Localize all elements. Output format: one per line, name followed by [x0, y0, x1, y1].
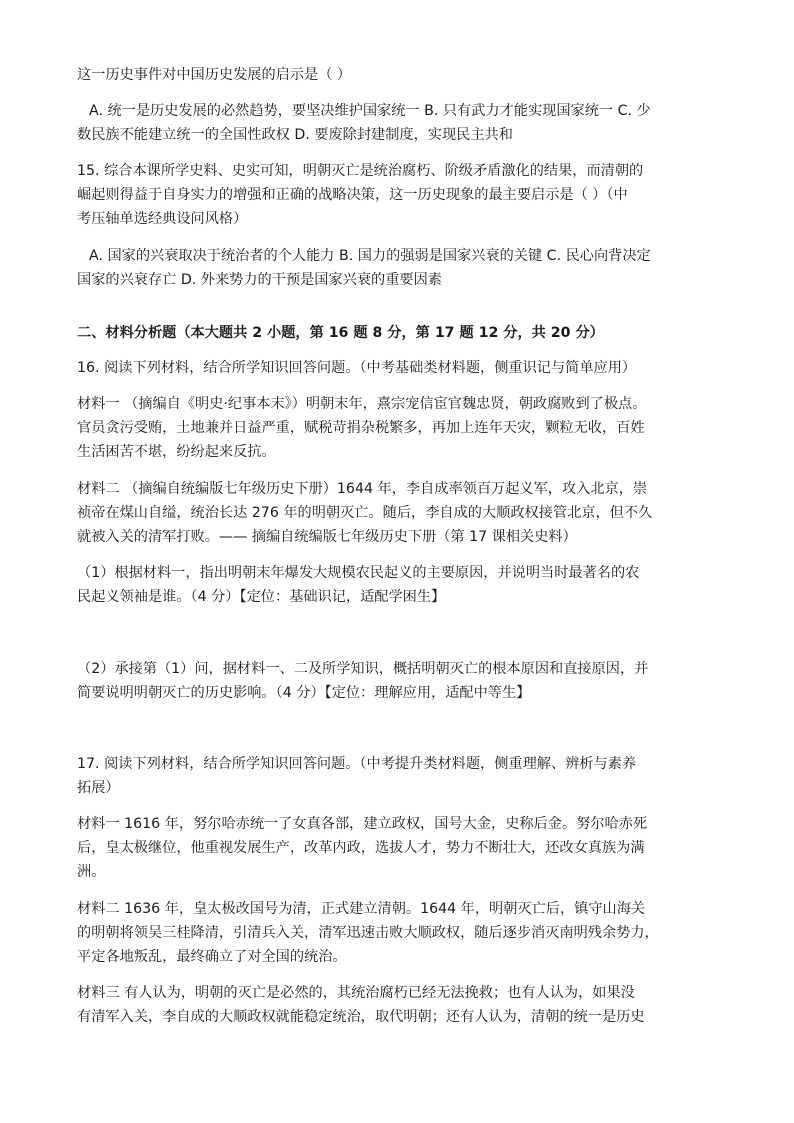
- q16-material-1-cont: 官员贪污受贿，土地兼并日益严重，赋税苛捐杂税繁多，再加上连年天灾，颗粒无收，百姓: [77, 420, 645, 436]
- q17-material-1: 材料一 1616 年，努尔哈赤统一了女真各部，建立政权，国号大金，史称后金。努尔哈赤死: [77, 816, 648, 832]
- question-15-stem: 15. 综合本课所学史料、史实可知，明朝灭亡是统治腐朽、阶级矛盾激化的结果，而清朝的: [77, 163, 644, 179]
- q16-material-1: 材料一 （摘编自《明史·纪事本末》）明朝末年，熹宗宠信宦官魏忠贤，朝政腐败到了极点。: [77, 396, 647, 412]
- question-14-options-cont: 数民族不能建立统一的全国性政权 D. 要废除封建制度，实现民主共和: [77, 127, 513, 143]
- q17-material-3: 材料三 有人认为，明朝的灭亡是必然的，其统治腐朽已经无法挽救；也有人认为，如果没: [77, 985, 635, 1001]
- q16-subquestion-1: （1）根据材料一，指出明朝末年爆发大规模农民起义的主要原因，并说明当时最著名的农: [77, 565, 640, 581]
- q17-material-2: 材料二 1636 年，皇太极改国号为清，正式建立清朝。1644 年，明朝灭亡后，镇守山海关: [77, 901, 646, 917]
- q17-material-3-cont: 有清军入关，李自成的大顺政权就能稳定统治，取代明朝；还有人认为，清朝的统一是历史: [77, 1009, 645, 1025]
- q17-material-2-cont: 的明朝将领吴三桂降清，引清兵入关，清军迅速击败大顺政权，随后逐步消灭南明残余势力，: [77, 925, 659, 941]
- question-15-options-cont: 国家的兴衰存亡 D. 外来势力的干预是国家兴衰的重要因素: [77, 272, 442, 288]
- q16-material-2-cont: 祯帝在煤山自缢，统治长达 276 年的明朝灭亡。随后，李自成的大顺政权接管北京，但不久: [77, 505, 653, 521]
- question-15-options: A. 国家的兴衰取决于统治者的个人能力 B. 国力的强弱是国家兴衰的关键 C. 民心向背决定: [89, 248, 651, 264]
- q16-material-1-cont2: 生活困苦不堪，纷纷起来反抗。: [77, 444, 276, 460]
- q17-material-1-cont: 后，皇太极继位，他重视发展生产，改革内政，选拔人才，势力不断壮大，还改女真族为满: [77, 840, 645, 856]
- q16-subquestion-1-cont: 民起义领袖是谁。（4 分）【定位：基础识记，适配学困生】: [77, 589, 446, 605]
- q17-material-2-cont2: 平定各地叛乱，最终确立了对全国的统治。: [77, 949, 347, 965]
- question-15-stem-cont2: 考压轴单选经典设问风格）: [77, 211, 248, 227]
- question-14-options: A. 统一是历史发展的必然趋势，要坚决维护国家统一 B. 只有武力才能实现国家统一 C. 少: [89, 103, 651, 119]
- question-15-stem-cont: 崛起则得益于自身实力的增强和正确的战略决策，这一历史现象的最主要启示是（ ）（中: [77, 187, 628, 203]
- question-14-stem-end: 这一历史事件对中国历史发展的启示是（ ）: [77, 67, 352, 83]
- question-16-stem: 16. 阅读下列材料，结合所学知识回答问题。（中考基础类材料题，侧重识记与简单应用）: [77, 360, 637, 376]
- q16-subquestion-2: （2）承接第（1）问，据材料一、二及所学知识，概括明朝灭亡的根本原因和直接原因，并: [77, 661, 649, 677]
- question-17-stem: 17. 阅读下列材料，结合所学知识回答问题。（中考提升类材料题，侧重理解、辨析与素养: [77, 756, 637, 772]
- question-17-stem-cont: 拓展）: [77, 780, 120, 796]
- q16-material-2: 材料二 （摘编自统编版七年级历史下册）1644 年，李自成率领百万起义军，攻入北京，崇: [77, 481, 648, 497]
- q16-subquestion-2-cont: 简要说明明朝灭亡的历史影响。（4 分）【定位：理解应用，适配中等生】: [77, 685, 531, 701]
- section-2-heading: 二、材料分析题（本大题共 2 小题，第 16 题 8 分，第 17 题 12 分，共 20 分）: [77, 325, 604, 341]
- q17-material-1-cont2: 洲。: [77, 864, 106, 880]
- q16-material-2-cont2: 就被入关的清军打败。—— 摘编自统编版七年级历史下册（第 17 课相关史料）: [77, 529, 577, 545]
